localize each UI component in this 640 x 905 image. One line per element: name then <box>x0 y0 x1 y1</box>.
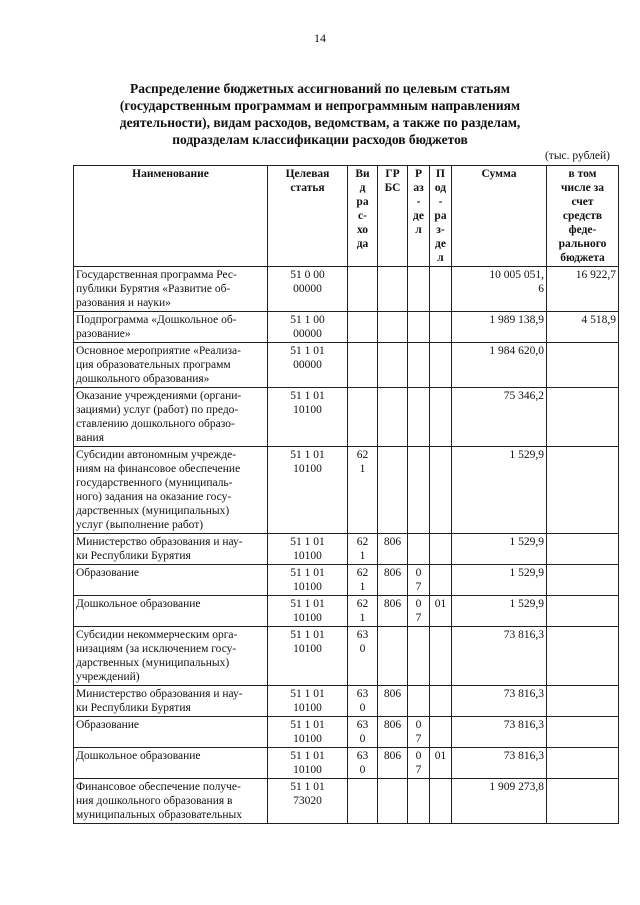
cell-target: 51 1 01 10100 <box>268 447 348 534</box>
cell-pr <box>430 627 452 686</box>
cell-pr <box>430 343 452 388</box>
cell-target: 51 1 01 10100 <box>268 717 348 748</box>
table-row <box>74 312 619 343</box>
cell-rz <box>408 534 430 565</box>
units-label: (тыс. рублей) <box>544 150 610 162</box>
cell-fed <box>547 447 619 534</box>
cell-sum: 1 909 273,8 <box>452 779 547 824</box>
cell-sum: 1 989 138,9 <box>452 312 547 343</box>
header-grbs: ГР БС <box>378 166 408 267</box>
cell-vid: 62 1 <box>348 447 378 534</box>
cell-target: 51 1 01 00000 <box>268 343 348 388</box>
cell-name: Дошкольное образование <box>74 748 268 779</box>
cell-name: Министерство образования и нау- ки Республики Бурятия <box>74 534 268 565</box>
table-row <box>74 267 619 312</box>
cell-sum: 1 529,9 <box>452 534 547 565</box>
cell-sum: 73 816,3 <box>452 686 547 717</box>
cell-vid <box>348 388 378 447</box>
cell-name: Министерство образования и нау- ки Республики Бурятия <box>74 686 268 717</box>
cell-sum: 75 346,2 <box>452 388 547 447</box>
cell-sum: 1 984 620,0 <box>452 343 547 388</box>
cell-pr: 01 <box>430 596 452 627</box>
cell-target: 51 1 01 10100 <box>268 748 348 779</box>
cell-target: 51 1 01 10100 <box>268 596 348 627</box>
header-vid: Ви д ра с- хо да <box>348 166 378 267</box>
table-row <box>74 343 619 388</box>
cell-name: Дошкольное образование <box>74 596 268 627</box>
cell-target: 51 1 01 10100 <box>268 686 348 717</box>
cell-target: 51 1 01 10100 <box>268 388 348 447</box>
cell-vid: 62 1 <box>348 596 378 627</box>
cell-target: 51 1 01 73020 <box>268 779 348 824</box>
cell-grbs: 806 <box>378 717 408 748</box>
table-row <box>74 717 619 748</box>
table-row <box>74 388 619 447</box>
cell-grbs: 806 <box>378 565 408 596</box>
cell-name: Государственная программа Рес- публики Бурятия «Развитие об- разования и науки» <box>74 267 268 312</box>
header-sum: Сумма <box>452 166 547 267</box>
cell-vid <box>348 779 378 824</box>
table-header-row <box>74 166 619 267</box>
table-row <box>74 565 619 596</box>
cell-rz: 0 7 <box>408 565 430 596</box>
cell-sum: 73 816,3 <box>452 717 547 748</box>
cell-sum: 73 816,3 <box>452 627 547 686</box>
cell-rz: 0 7 <box>408 596 430 627</box>
cell-pr <box>430 534 452 565</box>
cell-name: Образование <box>74 565 268 596</box>
cell-fed: 16 922,7 <box>547 267 619 312</box>
cell-name: Субсидии некоммерческим орга- низациям (за исключением госу- дарственных (муниципальных) учреждений) <box>74 627 268 686</box>
table-row <box>74 627 619 686</box>
cell-fed <box>547 565 619 596</box>
table-row <box>74 686 619 717</box>
cell-target: 51 1 01 10100 <box>268 627 348 686</box>
cell-name: Основное мероприятие «Реализа- ция образовательных программ дошкольного образования» <box>74 343 268 388</box>
cell-grbs: 806 <box>378 596 408 627</box>
cell-fed <box>547 748 619 779</box>
table-row <box>74 748 619 779</box>
cell-rz <box>408 312 430 343</box>
cell-pr <box>430 312 452 343</box>
cell-rz <box>408 267 430 312</box>
cell-pr: 01 <box>430 748 452 779</box>
cell-vid: 63 0 <box>348 717 378 748</box>
cell-grbs <box>378 388 408 447</box>
header-pr: П од - ра з- де л <box>430 166 452 267</box>
cell-target: 51 0 00 00000 <box>268 267 348 312</box>
header-name: Наименование <box>74 166 268 267</box>
cell-fed <box>547 534 619 565</box>
page-number: 14 <box>314 31 326 45</box>
cell-pr <box>430 267 452 312</box>
cell-pr <box>430 717 452 748</box>
cell-sum: 1 529,9 <box>452 447 547 534</box>
cell-vid <box>348 312 378 343</box>
cell-rz <box>408 686 430 717</box>
cell-fed <box>547 596 619 627</box>
cell-pr <box>430 447 452 534</box>
cell-grbs <box>378 447 408 534</box>
cell-rz: 0 7 <box>408 748 430 779</box>
header-fed: в том числе за счет средств феде- рального бюджета <box>547 166 619 267</box>
cell-fed <box>547 627 619 686</box>
cell-sum: 73 816,3 <box>452 748 547 779</box>
cell-fed <box>547 717 619 748</box>
cell-rz <box>408 343 430 388</box>
cell-vid: 62 1 <box>348 534 378 565</box>
cell-name: Подпрограмма «Дошкольное об- разование» <box>74 312 268 343</box>
document-title: Распределение бюджетных ассигнований по целевым статьям (государственным программам и непрограммным направлениям деятельности), видам расходов, ведомствам, а также по разделам, подразделам классификации расходов бюджетов <box>119 81 521 147</box>
cell-vid <box>348 343 378 388</box>
cell-vid <box>348 267 378 312</box>
budget-table <box>73 165 619 824</box>
cell-target: 51 1 01 10100 <box>268 534 348 565</box>
cell-grbs: 806 <box>378 686 408 717</box>
cell-name: Образование <box>74 717 268 748</box>
cell-pr <box>430 779 452 824</box>
cell-target: 51 1 01 10100 <box>268 565 348 596</box>
cell-fed <box>547 686 619 717</box>
cell-fed <box>547 779 619 824</box>
header-target: Целевая статья <box>268 166 348 267</box>
cell-name: Оказание учреждениями (органи- зациями) услуг (работ) по предо- ставлению дошкольного образо- вания <box>74 388 268 447</box>
cell-vid: 63 0 <box>348 748 378 779</box>
cell-grbs: 806 <box>378 748 408 779</box>
cell-sum: 10 005 051, 6 <box>452 267 547 312</box>
table-row <box>74 447 619 534</box>
cell-rz <box>408 627 430 686</box>
cell-pr <box>430 686 452 717</box>
cell-sum: 1 529,9 <box>452 565 547 596</box>
cell-fed <box>547 388 619 447</box>
cell-sum: 1 529,9 <box>452 596 547 627</box>
cell-grbs <box>378 343 408 388</box>
cell-vid: 63 0 <box>348 627 378 686</box>
table-row <box>74 596 619 627</box>
cell-name: Субсидии автономным учрежде- ниям на финансовое обеспечение государственного (муниципаль- ного) задания на оказание госу- дарственных (муниципальных) услуг (выполнение работ) <box>74 447 268 534</box>
cell-pr <box>430 388 452 447</box>
cell-fed: 4 518,9 <box>547 312 619 343</box>
cell-rz <box>408 388 430 447</box>
cell-name: Финансовое обеспечение получе- ния дошкольного образования в муниципальных образовательных <box>74 779 268 824</box>
cell-grbs <box>378 779 408 824</box>
cell-fed <box>547 343 619 388</box>
cell-grbs <box>378 267 408 312</box>
table-row <box>74 779 619 824</box>
cell-rz: 0 7 <box>408 717 430 748</box>
cell-vid: 62 1 <box>348 565 378 596</box>
header-rz: Р аз - де л <box>408 166 430 267</box>
cell-grbs <box>378 627 408 686</box>
table-row <box>74 534 619 565</box>
cell-pr <box>430 565 452 596</box>
cell-grbs <box>378 312 408 343</box>
cell-rz <box>408 447 430 534</box>
cell-target: 51 1 00 00000 <box>268 312 348 343</box>
cell-rz <box>408 779 430 824</box>
cell-grbs: 806 <box>378 534 408 565</box>
cell-vid: 63 0 <box>348 686 378 717</box>
